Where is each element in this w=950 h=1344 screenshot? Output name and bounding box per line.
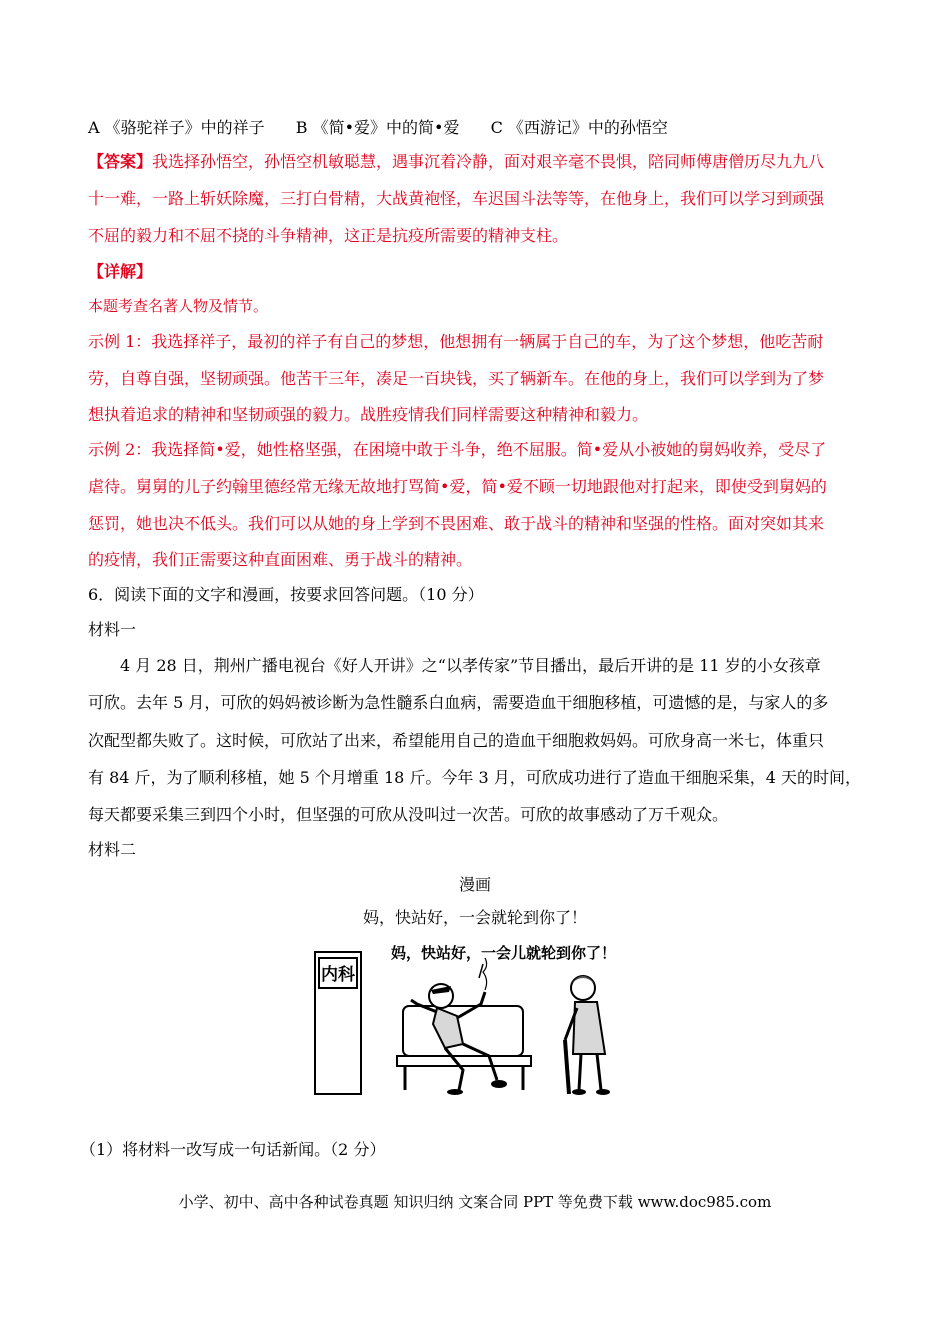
- material1-line-2: 可欣。去年 5 月，可欣的妈妈被诊断为急性髓系白血病，需要造血干细胞移植，可遗憾的是，与家人的多: [88, 693, 829, 712]
- detail-line-7: 惩罚，她也决不低头。我们可以从她的身上学到不畏困难、敢于战斗的精神和坚强的性格。面对突如其来: [88, 514, 825, 533]
- detail-line-4: 想执着追求的精神和坚韧顽强的毅力。战胜疫情我们同样需要这种精神和毅力。: [88, 405, 649, 424]
- cartoon-illustration: [313, 944, 641, 1096]
- page-footer: 小学、初中、高中各种试卷真题 知识归纳 文案合同 PPT 等免费下载 www.doc985.com: [178, 1193, 772, 1211]
- detail-line-6: 虐待。舅舅的儿子约翰里德经常无缘无故地打骂简•爱，简•爱不顾一切地跟他对打起来，即使受到舅妈的: [88, 477, 827, 496]
- answer-tag: 【答案】: [88, 152, 153, 171]
- woman-head: [571, 976, 595, 1000]
- man-shoe: [447, 1089, 463, 1095]
- woman-shoe: [596, 1089, 610, 1095]
- door-sign-text: 内科: [321, 965, 355, 985]
- woman-shoe: [572, 1089, 586, 1095]
- speech-pointer: [479, 964, 483, 978]
- cartoon-title: 漫画: [458, 875, 491, 894]
- material1-line-5: 每天都要采集三到四个小时，但坚强的可欣从没叫过一次苦。可欣的故事感动了万千观众。: [88, 805, 729, 824]
- detail-line-3: 劳，自尊自强，坚韧顽强。他苦干三年，凑足一百块钱，买了辆新车。在他的身上，我们可以学到为了梦: [88, 369, 825, 388]
- answer-line-1: 【答案】我选择孙悟空，孙悟空机敏聪慧，遇事沉着冷静，面对艰辛毫不畏惧，陪同师傅唐僧历尽九九八: [88, 152, 825, 171]
- q5-options: [88, 118, 694, 138]
- material1-line-4: 有 84 斤，为了顺利移植，她 5 个月增重 18 斤。今年 3 月，可欣成功进行了造血干细胞采集，4 天的时间，: [88, 768, 862, 787]
- woman-leg: [597, 1054, 601, 1090]
- material1-line-1: 4 月 28 日，荆州广播电视台《好人开讲》之“以孝传家”节目播出，最后开讲的是 11 岁的小女孩章: [120, 656, 821, 675]
- man-shoe: [491, 1080, 507, 1088]
- woman-leg: [579, 1054, 581, 1090]
- smoke-icon: [483, 958, 487, 990]
- detail-line-8: 的疫情，我们正需要这种直面困难、勇于战斗的精神。: [88, 550, 473, 569]
- material1-label: 材料一: [88, 620, 137, 639]
- bench-seat: [397, 1056, 531, 1066]
- subquestion-1: （1）将材料一改写成一句话新闻。（2 分）: [80, 1140, 386, 1159]
- option-a: A 《骆驼祥子》中的祥子: [88, 118, 265, 137]
- option-b: B 《简•爱》中的简•爱: [295, 118, 460, 137]
- detail-tag: 【详解】: [88, 262, 153, 281]
- q6-title: 6．阅读下面的文字和漫画，按要求回答问题。（10 分）: [88, 585, 484, 604]
- detail-line-1: 本题考查名著人物及情节。: [88, 297, 269, 315]
- material1-line-3: 次配型都失败了。这时候，可欣站了出来，希望能用自己的造血干细胞救妈妈。可欣身高一米七，体重只: [88, 731, 825, 750]
- detail-line-5: 示例 2：我选择简•爱，她性格坚强，在困境中敢于斗争，绝不屈服。简•爱从小被她的舅妈收养，受尽了: [88, 440, 827, 459]
- detail-line-2: 示例 1：我选择祥子，最初的祥子有自己的梦想，他想拥有一辆属于自己的车，为了这个梦想，他吃苦耐: [88, 332, 824, 351]
- speech-text: 妈，快站好，一会儿就轮到你了！: [391, 944, 617, 962]
- option-c: C 《西游记》中的孙悟空: [490, 118, 668, 137]
- answer-line-2: 十一难，一路上斩妖除魔，三打白骨精，大战黄袍怪，车迟国斗法等等，在他身上，我们可以学习到顽强: [88, 189, 825, 208]
- cartoon-caption: 妈，快站好，一会就轮到你了！: [362, 908, 587, 927]
- material2-label: 材料二: [88, 840, 137, 859]
- cane: [565, 1040, 569, 1094]
- answer-line-3: 不屈的毅力和不屈不挠的斗争精神，这正是抗疫所需要的精神支柱。: [88, 226, 569, 245]
